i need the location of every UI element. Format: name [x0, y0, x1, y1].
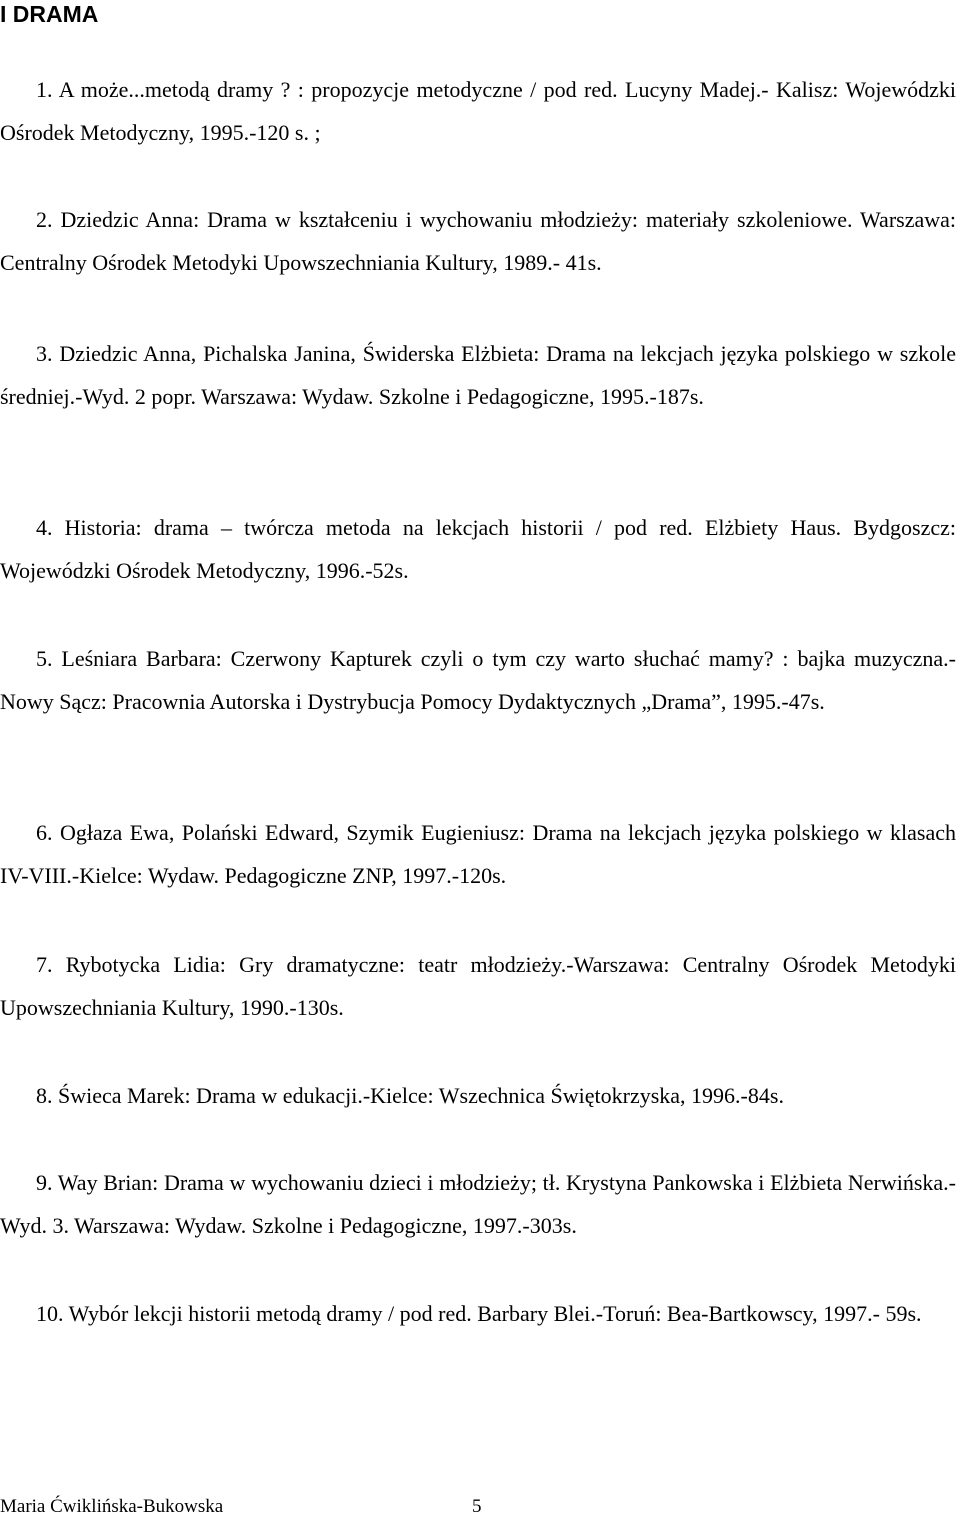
entry-number: 9. — [36, 1170, 53, 1195]
entry-number: 8. — [36, 1083, 53, 1108]
entry-text: Leśniara Barbara: Czerwony Kapturek czyli o tym czy warto słuchać mamy? : bajka muzyczna.-Nowy Sącz: Pracownia Autorska i Dystrybucja Pomocy Dydaktycznych „Drama”, 1995.-47s. — [0, 646, 956, 714]
entry-number: 1. — [36, 77, 53, 102]
entry-text: Rybotycka Lidia: Gry dramatyczne: teatr młodzieży.-Warszawa: Centralny Ośrodek Metodyki Upowszechniania Kultury, 1990.-130s. — [0, 952, 957, 1020]
entry-number: 10. — [36, 1301, 64, 1326]
entry-text: Way Brian: Drama w wychowaniu dzieci i młodzieży; tł. Krystyna Pankowska i Elżbieta Nerwińska.-Wyd. 3. Warszawa: Wydaw. Szkolne i Pedagogiczne, 1997.-303s. — [0, 1170, 956, 1238]
entry-number: 5. — [36, 646, 53, 671]
bibliography-entry-10 — [0, 1292, 956, 1335]
footer-author: Maria Ćwiklińska-Bukowska — [0, 1496, 224, 1517]
entry-number: 2. — [36, 207, 53, 232]
entry-number: 3. — [36, 341, 53, 366]
bibliography-entry-6 — [0, 811, 956, 897]
bibliography-entry-4 — [0, 506, 956, 592]
page-number: 5 — [472, 1496, 482, 1517]
bibliography-entry-9 — [0, 1161, 956, 1247]
bibliography-entry-5 — [0, 637, 956, 723]
entry-text: A może...metodą dramy ? : propozycje metodyczne / pod red. Lucyny Madej.- Kalisz: Wojewódzki Ośrodek Metodyczny, 1995.-120 s. ; — [0, 77, 956, 145]
entry-number: 7. — [36, 952, 53, 977]
bibliography-entry-2 — [0, 198, 956, 284]
bibliography-entry-3 — [0, 332, 956, 418]
bibliography-entry-1 — [0, 68, 956, 154]
entry-text: Dziedzic Anna: Drama w kształceniu i wychowaniu młodzieży: materiały szkoleniowe. Warszawa: Centralny Ośrodek Metodyki Upowszechniania Kultury, 1989.- 41s. — [0, 207, 956, 275]
bibliography-entry-7 — [0, 943, 956, 1029]
entry-number: 6. — [36, 820, 53, 845]
entry-text: Historia: drama – twórcza metoda na lekcjach historii / pod red. Elżbiety Haus. Bydgoszcz: Wojewódzki Ośrodek Metodyczny, 1996.-52s. — [0, 515, 956, 583]
entry-number: 4. — [36, 515, 53, 540]
entry-text: Świeca Marek: Drama w edukacji.-Kielce: Wszechnica Świętokrzyska, 1996.-84s. — [58, 1083, 784, 1108]
bibliography-entry-8 — [0, 1074, 956, 1117]
entry-text: Dziedzic Anna, Pichalska Janina, Świderska Elżbieta: Drama na lekcjach języka polskiego w szkole średniej.-Wyd. 2 popr. Warszawa: Wydaw. Szkolne i Pedagogiczne, 1995.-187s. — [0, 341, 957, 409]
section-title: I DRAMA — [0, 1, 99, 27]
entry-text: Ogłaza Ewa, Polański Edward, Szymik Eugieniusz: Drama na lekcjach języka polskiego w klasach IV-VIII.-Kielce: Wydaw. Pedagogiczne ZNP, 1997.-120s. — [0, 820, 956, 888]
entry-text: Wybór lekcji historii metodą dramy / pod red. Barbary Blei.-Toruń: Bea-Bartkowscy, 1997.- 59s. — [68, 1301, 922, 1326]
